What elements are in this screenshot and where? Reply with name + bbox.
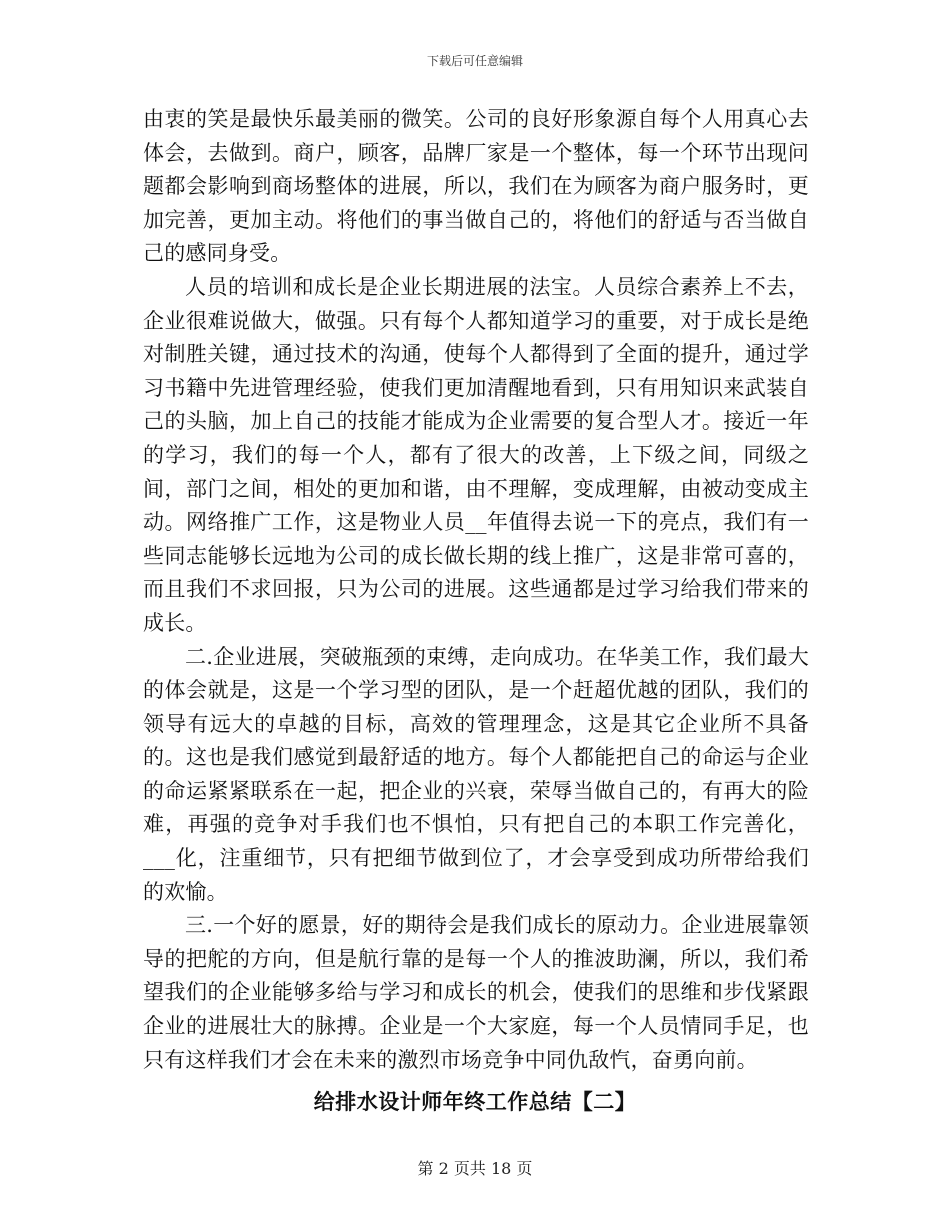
paragraph-section-three: 三.一个好的愿景，好的期待会是我们成长的原动力。企业进展靠领导的把舵的方向，但是航行靠的是每一个人的推波助澜，所以，我们希望我们的企业能够多给与学习和成长的机会，使我们的思维和步伐紧跟企业的进展壮大的脉搏。企业是一个大家庭，每一个人员情同手足，也只有这样我们才会在未来的激烈市场竞争中同仇敌忾，奋勇向前。 (143, 913, 809, 1072)
paragraph-section-two: 二.企业进展，突破瓶颈的束缚，走向成功。在华美工作，我们最大的体会就是，这是一个学习型的团队，是一个赶超优越的团队，我们的领导有远大的卓越的目标，高效的管理理念，这是其它企业所不具备的。这也是我们感觉到最舒适的地方。每个人都能把自己的命运与企业的命运紧紧联系在一起，把企业的兴衰，荣辱当做自己的，有再大的险难，再强的竞争对手我们也不惧怕，只有把自己的本职工作完善化，___化，注重细节，只有把细节做到位了，才会享受到成功所带给我们的欢愉。 (143, 644, 809, 904)
page-header: 下载后可任意编辑 (426, 54, 523, 68)
section-heading: 给排水设计师年终工作总结【二】 (313, 1089, 637, 1114)
paragraph-training: 人员的培训和成长是企业长期进展的法宝。人员综合素养上不去，企业很难说做大，做强。只有每个人都知道学习的重要，对于成长是绝对制胜关键，通过技术的沟通，使每个人都得到了全面的提升，通过学习书籍中先进管理经验，使我们更加清醒地看到，只有用知识来武装自己的头脑，加上自己的技能才能成为企业需要的复合型人才。接近一年的学习，我们的每一个人，都有了很大的改善，上下级之间，同级之间，部门之间，相处的更加和谐，由不理解，变成理解，由被动变成主动。网络推广工作，这是物业人员__年值得去说一下的亮点，我们有一些同志能够长远地为公司的成长做长期的线上推广，这是非常可喜的，而且我们不求回报，只为公司的进展。这些通都是过学习给我们带来的成长。 (143, 274, 809, 635)
page-footer: 第 2 页共 18 页 (417, 1159, 533, 1178)
document-body (143, 103, 809, 1077)
paragraph-continuation: 由衷的笑是最快乐最美丽的微笑。公司的良好形象源自每个人用真心去体会，去做到。商户，顾客，品牌厂家是一个整体，每一个环节出现问题都会影响到商场整体的进展，所以，我们在为顾客为商户服务时，更加完善，更加主动。将他们的事当做自己的，将他们的舒适与否当做自己的感同身受。 (143, 107, 809, 266)
